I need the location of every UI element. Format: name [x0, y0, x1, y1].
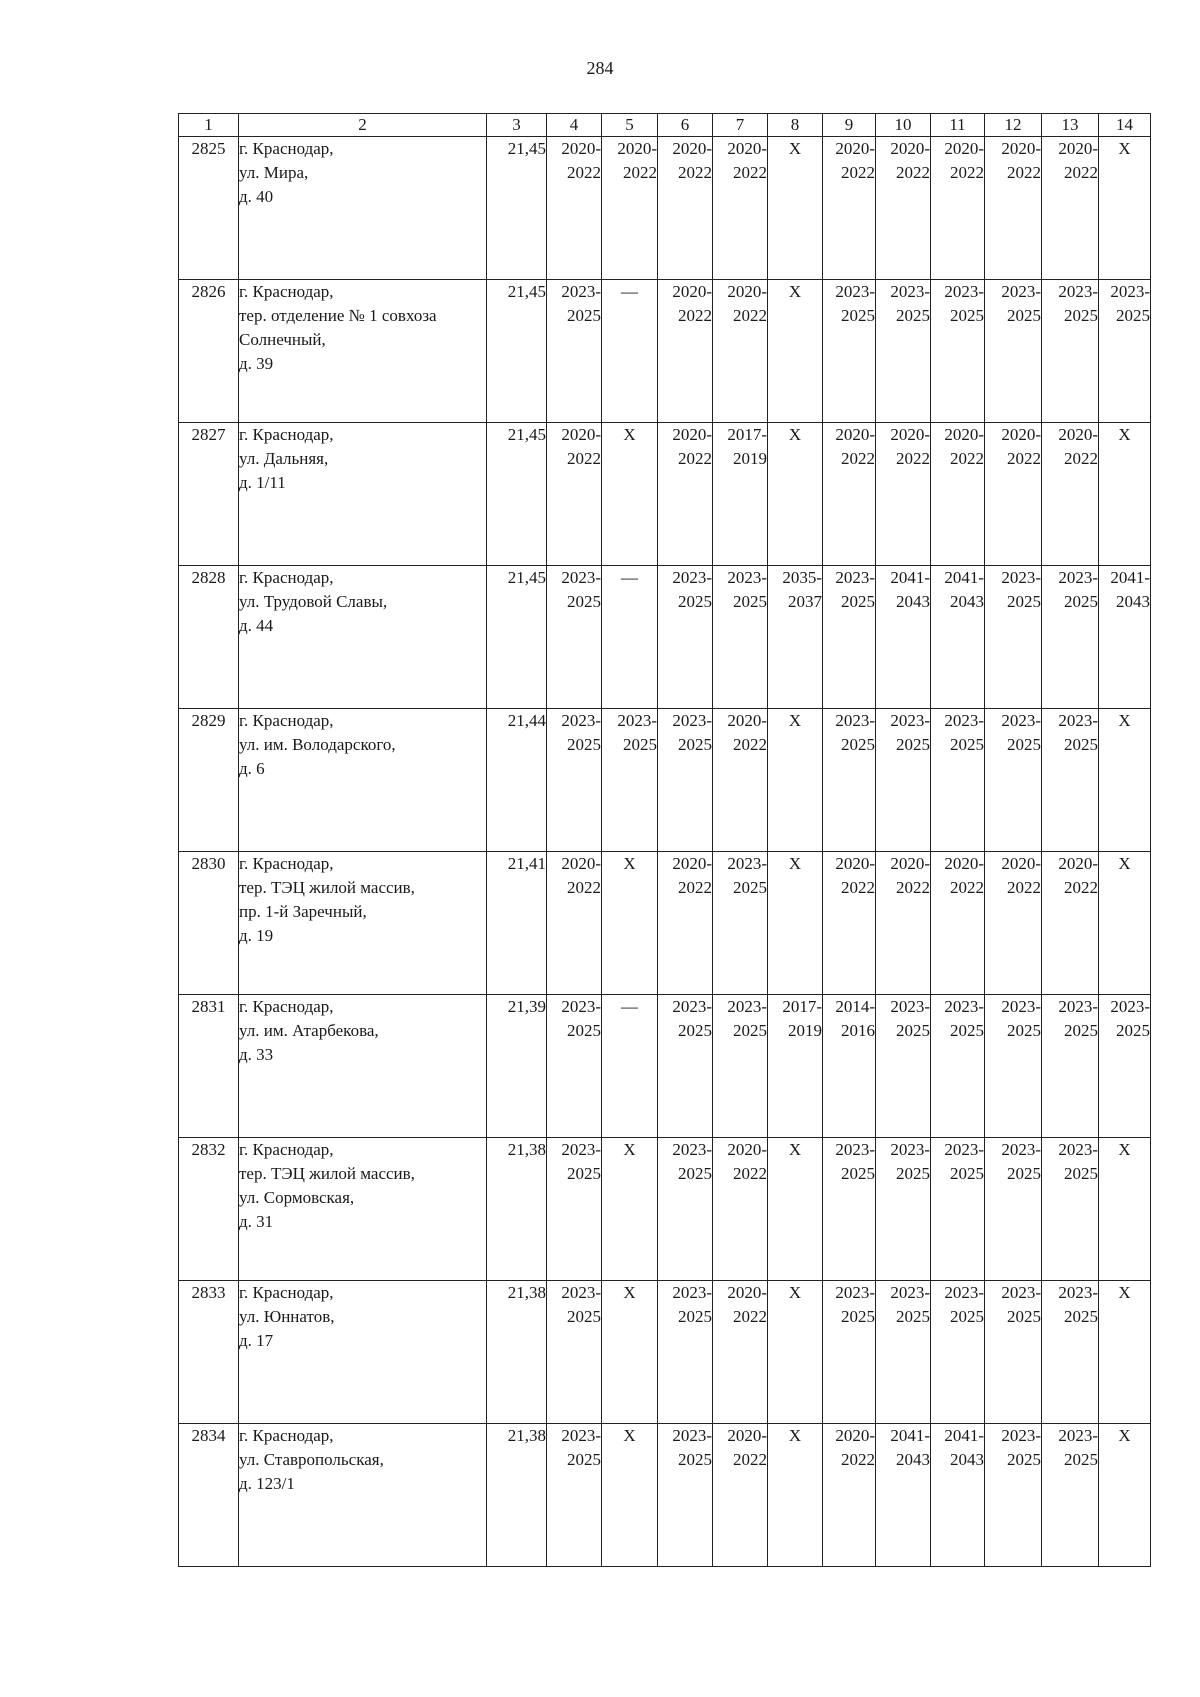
- header-cell: 9: [823, 114, 876, 137]
- header-cell: 1: [179, 114, 239, 137]
- registry-table: [178, 113, 1151, 1567]
- period-cell: X: [602, 1281, 658, 1424]
- row-number: 2829: [179, 709, 239, 852]
- period-cell: X: [768, 137, 823, 280]
- period-cell: 2020- 2022: [713, 1281, 768, 1424]
- period-cell: 2020- 2022: [876, 423, 931, 566]
- table-row: [179, 280, 1151, 423]
- period-cell: 2023- 2025: [931, 1138, 985, 1281]
- period-cell: 2041- 2043: [876, 566, 931, 709]
- address-cell: г. Краснодар, ул. им. Атарбекова, д. 33: [239, 995, 487, 1138]
- period-cell: 2017- 2019: [713, 423, 768, 566]
- value-cell: 21,39: [487, 995, 547, 1138]
- period-cell: 2020- 2022: [1042, 137, 1099, 280]
- period-cell: X: [602, 423, 658, 566]
- period-cell: 2020- 2022: [713, 1138, 768, 1281]
- header-cell: 7: [713, 114, 768, 137]
- period-cell: 2020- 2022: [658, 280, 713, 423]
- period-cell: 2035- 2037: [768, 566, 823, 709]
- period-cell: 2023- 2025: [823, 1281, 876, 1424]
- table-row: [179, 423, 1151, 566]
- period-cell: 2020- 2022: [713, 280, 768, 423]
- period-cell: X: [1099, 1138, 1151, 1281]
- period-cell: 2023- 2025: [931, 280, 985, 423]
- period-cell: 2023- 2025: [1099, 995, 1151, 1138]
- header-cell: 8: [768, 114, 823, 137]
- period-cell: 2023- 2025: [658, 566, 713, 709]
- period-cell: X: [768, 1281, 823, 1424]
- period-cell: X: [1099, 709, 1151, 852]
- value-cell: 21,45: [487, 566, 547, 709]
- period-cell: 2020- 2022: [713, 137, 768, 280]
- period-cell: 2023- 2025: [876, 1138, 931, 1281]
- period-cell: 2023- 2025: [1042, 709, 1099, 852]
- period-cell: 2023- 2025: [1042, 995, 1099, 1138]
- period-cell: 2023- 2025: [547, 995, 602, 1138]
- period-cell: 2020- 2022: [876, 852, 931, 995]
- period-cell: 2023- 2025: [985, 280, 1042, 423]
- period-cell: X: [768, 1424, 823, 1567]
- period-cell: —: [602, 280, 658, 423]
- period-cell: 2023- 2025: [931, 709, 985, 852]
- period-cell: 2020- 2022: [713, 1424, 768, 1567]
- period-cell: 2023- 2025: [658, 1138, 713, 1281]
- period-cell: X: [768, 280, 823, 423]
- period-cell: 2020- 2022: [658, 137, 713, 280]
- period-cell: 2020- 2022: [931, 423, 985, 566]
- header-cell: 10: [876, 114, 931, 137]
- period-cell: 2041- 2043: [1099, 566, 1151, 709]
- table-row: [179, 1138, 1151, 1281]
- period-cell: 2023- 2025: [823, 280, 876, 423]
- period-cell: X: [1099, 852, 1151, 995]
- period-cell: 2023- 2025: [985, 1424, 1042, 1567]
- row-number: 2833: [179, 1281, 239, 1424]
- period-cell: 2023- 2025: [985, 709, 1042, 852]
- row-number: 2830: [179, 852, 239, 995]
- period-cell: 2023- 2025: [876, 280, 931, 423]
- period-cell: 2020- 2022: [823, 852, 876, 995]
- period-cell: 2023- 2025: [658, 1424, 713, 1567]
- period-cell: 2023- 2025: [876, 709, 931, 852]
- period-cell: 2020- 2022: [823, 1424, 876, 1567]
- header-cell: 3: [487, 114, 547, 137]
- period-cell: 2023- 2025: [985, 1281, 1042, 1424]
- period-cell: X: [1099, 423, 1151, 566]
- period-cell: 2020- 2022: [985, 423, 1042, 566]
- period-cell: 2023- 2025: [658, 709, 713, 852]
- period-cell: 2023- 2025: [547, 566, 602, 709]
- period-cell: 2023- 2025: [985, 566, 1042, 709]
- row-number: 2832: [179, 1138, 239, 1281]
- address-cell: г. Краснодар, тер. ТЭЦ жилой массив, пр. 1-й Заречный, д. 19: [239, 852, 487, 995]
- period-cell: X: [768, 709, 823, 852]
- value-cell: 21,45: [487, 423, 547, 566]
- period-cell: 2023- 2025: [823, 566, 876, 709]
- period-cell: 2020- 2022: [547, 137, 602, 280]
- page-number: 284: [586, 58, 614, 78]
- row-number: 2825: [179, 137, 239, 280]
- value-cell: 21,44: [487, 709, 547, 852]
- period-cell: 2023- 2025: [823, 1138, 876, 1281]
- row-number: 2828: [179, 566, 239, 709]
- period-cell: 2020- 2022: [1042, 852, 1099, 995]
- value-cell: 21,38: [487, 1281, 547, 1424]
- period-cell: 2020- 2022: [985, 852, 1042, 995]
- header-cell: 6: [658, 114, 713, 137]
- period-cell: 2023- 2025: [1042, 1138, 1099, 1281]
- period-cell: X: [768, 1138, 823, 1281]
- header-cell: 2: [239, 114, 487, 137]
- table-row: [179, 1424, 1151, 1567]
- period-cell: X: [602, 852, 658, 995]
- period-cell: 2023- 2025: [823, 709, 876, 852]
- row-number: 2826: [179, 280, 239, 423]
- period-cell: 2023- 2025: [658, 1281, 713, 1424]
- period-cell: 2023- 2025: [1042, 1424, 1099, 1567]
- period-cell: 2020- 2022: [876, 137, 931, 280]
- period-cell: 2041- 2043: [931, 566, 985, 709]
- header-cell: 13: [1042, 114, 1099, 137]
- period-cell: 2023- 2025: [547, 1281, 602, 1424]
- period-cell: —: [602, 995, 658, 1138]
- table-row: [179, 1281, 1151, 1424]
- row-number: 2827: [179, 423, 239, 566]
- period-cell: 2020- 2022: [713, 709, 768, 852]
- period-cell: X: [768, 852, 823, 995]
- value-cell: 21,41: [487, 852, 547, 995]
- period-cell: 2023- 2025: [876, 1281, 931, 1424]
- address-cell: г. Краснодар, ул. Трудовой Славы, д. 44: [239, 566, 487, 709]
- registry-body: [179, 114, 1151, 1567]
- header-row: [179, 114, 1151, 137]
- period-cell: 2020- 2022: [931, 852, 985, 995]
- period-cell: 2023- 2025: [1042, 280, 1099, 423]
- period-cell: 2020- 2022: [931, 137, 985, 280]
- period-cell: 2041- 2043: [931, 1424, 985, 1567]
- period-cell: 2020- 2022: [658, 423, 713, 566]
- period-cell: 2017- 2019: [768, 995, 823, 1138]
- value-cell: 21,38: [487, 1424, 547, 1567]
- period-cell: 2023- 2025: [985, 1138, 1042, 1281]
- table-row: [179, 566, 1151, 709]
- period-cell: 2023- 2025: [1099, 280, 1151, 423]
- period-cell: 2023- 2025: [713, 566, 768, 709]
- period-cell: 2020- 2022: [602, 137, 658, 280]
- period-cell: 2020- 2022: [658, 852, 713, 995]
- period-cell: 2023- 2025: [876, 995, 931, 1138]
- header-cell: 11: [931, 114, 985, 137]
- period-cell: 2020- 2022: [547, 423, 602, 566]
- period-cell: 2020- 2022: [1042, 423, 1099, 566]
- period-cell: 2023- 2025: [931, 1281, 985, 1424]
- header-cell: 4: [547, 114, 602, 137]
- address-cell: г. Краснодар, ул. Юннатов, д. 17: [239, 1281, 487, 1424]
- value-cell: 21,45: [487, 137, 547, 280]
- header-cell: 5: [602, 114, 658, 137]
- period-cell: 2023- 2025: [931, 995, 985, 1138]
- period-cell: 2023- 2025: [713, 995, 768, 1138]
- period-cell: 2023- 2025: [1042, 566, 1099, 709]
- period-cell: 2020- 2022: [823, 423, 876, 566]
- address-cell: г. Краснодар, ул. им. Володарского, д. 6: [239, 709, 487, 852]
- address-cell: г. Краснодар, ул. Ставропольская, д. 123/1: [239, 1424, 487, 1567]
- period-cell: X: [602, 1138, 658, 1281]
- period-cell: 2023- 2025: [713, 852, 768, 995]
- row-number: 2834: [179, 1424, 239, 1567]
- address-cell: г. Краснодар, ул. Мира, д. 40: [239, 137, 487, 280]
- address-cell: г. Краснодар, тер. ТЭЦ жилой массив, ул. Сормовская, д. 31: [239, 1138, 487, 1281]
- period-cell: 2023- 2025: [547, 1138, 602, 1281]
- header-cell: 12: [985, 114, 1042, 137]
- value-cell: 21,38: [487, 1138, 547, 1281]
- header-cell: 14: [1099, 114, 1151, 137]
- period-cell: 2023- 2025: [658, 995, 713, 1138]
- period-cell: X: [602, 1424, 658, 1567]
- table-row: [179, 995, 1151, 1138]
- period-cell: X: [768, 423, 823, 566]
- table-row: [179, 137, 1151, 280]
- period-cell: 2020- 2022: [547, 852, 602, 995]
- period-cell: —: [602, 566, 658, 709]
- period-cell: 2023- 2025: [602, 709, 658, 852]
- row-number: 2831: [179, 995, 239, 1138]
- value-cell: 21,45: [487, 280, 547, 423]
- period-cell: 2020- 2022: [823, 137, 876, 280]
- period-cell: 2023- 2025: [547, 1424, 602, 1567]
- period-cell: X: [1099, 1281, 1151, 1424]
- period-cell: 2041- 2043: [876, 1424, 931, 1567]
- address-cell: г. Краснодар, ул. Дальняя, д. 1/11: [239, 423, 487, 566]
- address-cell: г. Краснодар, тер. отделение № 1 совхоза Солнечный, д. 39: [239, 280, 487, 423]
- period-cell: 2023- 2025: [547, 280, 602, 423]
- period-cell: 2020- 2022: [985, 137, 1042, 280]
- period-cell: 2023- 2025: [985, 995, 1042, 1138]
- table-row: [179, 852, 1151, 995]
- period-cell: 2023- 2025: [547, 709, 602, 852]
- period-cell: X: [1099, 1424, 1151, 1567]
- table-row: [179, 709, 1151, 852]
- period-cell: 2014- 2016: [823, 995, 876, 1138]
- period-cell: 2023- 2025: [1042, 1281, 1099, 1424]
- period-cell: X: [1099, 137, 1151, 280]
